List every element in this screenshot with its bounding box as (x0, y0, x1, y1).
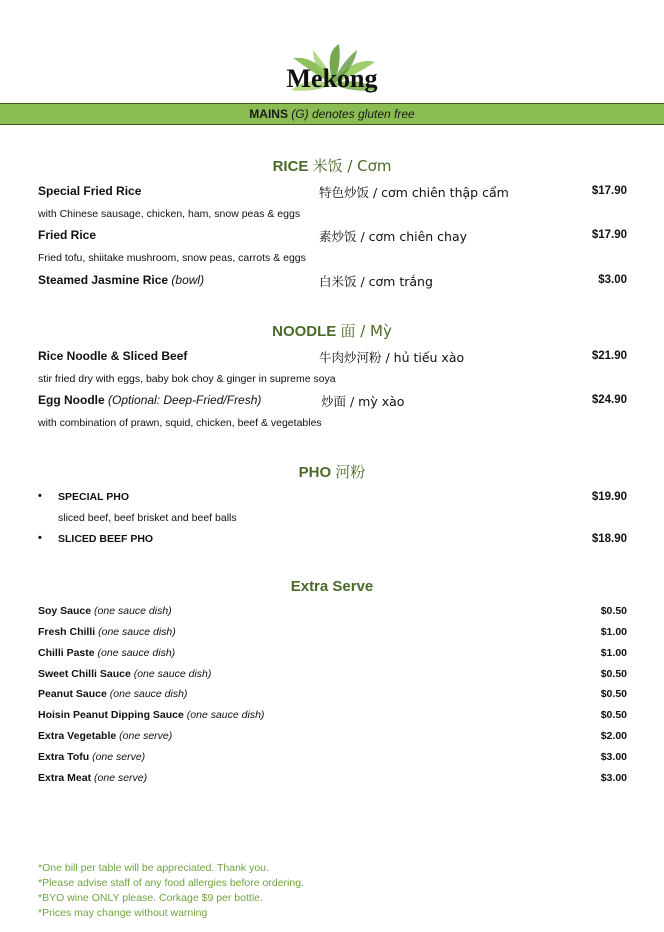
item-name-text: Egg Noodle (38, 393, 105, 407)
extra-item-text: Extra Vegetable (38, 730, 117, 742)
menu-item-description: stir fried dry with eggs, baby bok choy & ginger in supreme soya (38, 373, 336, 385)
extra-item-note: (one sauce dish) (94, 605, 172, 617)
extra-item-text: Extra Tofu (38, 751, 90, 763)
extra-item-text: Peanut Sauce (38, 688, 107, 700)
menu-item-price: $19.90 (591, 491, 627, 503)
extra-item-price: $0.50 (600, 688, 627, 700)
item-name-note: (Optional: Deep-Fried/Fresh) (108, 393, 262, 407)
menu-item-alt-name: 特色炒饭 / cơm chiên thập cẩm (319, 185, 509, 200)
menu-item-price: $24.90 (591, 394, 627, 406)
extra-item-name (38, 626, 176, 638)
item-name-text: Rice Noodle & Sliced Beef (38, 349, 188, 363)
item-name-text: Fried Rice (38, 228, 97, 242)
menu-item-name (38, 273, 204, 287)
menu-item-name (38, 393, 261, 407)
extra-item-price: $2.00 (600, 730, 627, 742)
menu-item-description: with Chinese sausage, chicken, ham, snow peas & eggs (38, 208, 301, 220)
extra-item-text: Hoisin Peanut Dipping Sauce (38, 709, 184, 721)
section-title-noodle-alt: 面 / Mỳ (340, 322, 392, 340)
extra-item-note: (one sauce dish) (133, 668, 212, 680)
extra-item-text: Chilli Paste (38, 647, 95, 659)
menu-item-description: Fried tofu, shiitake mushroom, snow peas, carrots & eggs (38, 252, 306, 264)
extra-item-name (38, 605, 172, 617)
bullet-icon: • (38, 532, 42, 544)
item-name-note: (bowl) (171, 273, 205, 287)
extra-item-name (38, 730, 172, 742)
menu-item-name: SLICED BEEF PHO (58, 533, 154, 545)
extra-item-text: Fresh Chilli (38, 626, 96, 638)
extra-item-note: (one serve) (119, 730, 173, 742)
extra-item-price: $3.00 (600, 772, 627, 784)
menu-item-name (38, 184, 141, 198)
extra-item-note: (one sauce dish) (186, 709, 265, 721)
section-title-noodle-en: NOODLE (272, 323, 337, 340)
banner-note: (G) denotes gluten free (291, 107, 415, 121)
extra-item-name (38, 668, 211, 680)
extra-item-price: $3.00 (600, 751, 627, 763)
menu-item-price: $17.90 (591, 229, 627, 241)
menu-item-alt-name: 白米饭 / cơm trắng (319, 274, 433, 289)
bullet-icon: • (38, 490, 42, 502)
extra-item-name (38, 772, 147, 784)
extra-item-note: (one sauce dish) (98, 626, 176, 638)
extra-item-price: $0.50 (600, 605, 627, 617)
extra-item-name (38, 709, 264, 721)
extra-item-note: (one serve) (92, 751, 146, 763)
menu-item-description: sliced beef, beef brisket and beef balls (58, 512, 237, 524)
section-title-pho-alt: 河粉 (335, 463, 366, 481)
extra-item-price: $0.50 (600, 709, 627, 721)
extra-item-text: Soy Sauce (38, 605, 92, 617)
extra-item-name (38, 751, 145, 763)
extra-item-name (38, 688, 187, 700)
menu-item-alt-name: 炒面 / mỳ xào (321, 394, 405, 409)
footer-note: *One bill per table will be appreciated. Thank you. (38, 862, 269, 874)
menu-item-alt-name: 素炒饭 / cơm chiên chay (319, 229, 468, 244)
extra-item-price: $0.50 (600, 668, 627, 680)
footer-note: *BYO wine ONLY please. Corkage $9 per bottle. (38, 892, 263, 904)
extra-item-note: (one serve) (94, 772, 148, 784)
extra-item-price: $1.00 (600, 647, 627, 659)
section-title-pho-en: PHO (298, 464, 332, 481)
menu-item-price: $18.90 (591, 533, 627, 545)
banner-label: MAINS (249, 107, 288, 121)
item-name-text: Special Fried Rice (38, 184, 142, 198)
extra-item-note: (one sauce dish) (97, 647, 176, 659)
menu-item-price: $3.00 (598, 274, 627, 286)
extra-item-name (38, 647, 175, 659)
extra-item-price: $1.00 (600, 626, 627, 638)
extra-item-note: (one sauce dish) (109, 688, 188, 700)
extra-item-text: Sweet Chilli Sauce (38, 668, 131, 680)
menu-item-name (38, 349, 187, 363)
item-name-text: Steamed Jasmine Rice (38, 273, 169, 287)
mains-banner (0, 103, 664, 125)
section-title-extra-serve: Extra Serve (290, 578, 374, 595)
section-title-rice-en: RICE (272, 158, 309, 175)
extra-item-text: Extra Meat (38, 772, 92, 784)
section-title-noodle (0, 320, 664, 341)
menu-item-price: $17.90 (591, 185, 627, 197)
restaurant-name: Mekong (286, 64, 378, 93)
menu-item-name: SPECIAL PHO (58, 491, 129, 503)
menu-item-alt-name: 牛肉炒河粉 / hủ tiếu xào (319, 350, 465, 365)
section-title-rice-alt: 米饭 / Cơm (312, 157, 392, 175)
menu-item-description: with combination of prawn, squid, chicken, beef & vegetables (38, 417, 322, 429)
footer-note: *Please advise staff of any food allergies before ordering. (38, 877, 304, 889)
section-title-rice (0, 155, 664, 176)
menu-item-name (38, 228, 96, 242)
section-title-pho (0, 461, 664, 482)
footer-note: *Prices may change without warning (38, 907, 208, 919)
menu-item-price: $21.90 (591, 350, 627, 362)
